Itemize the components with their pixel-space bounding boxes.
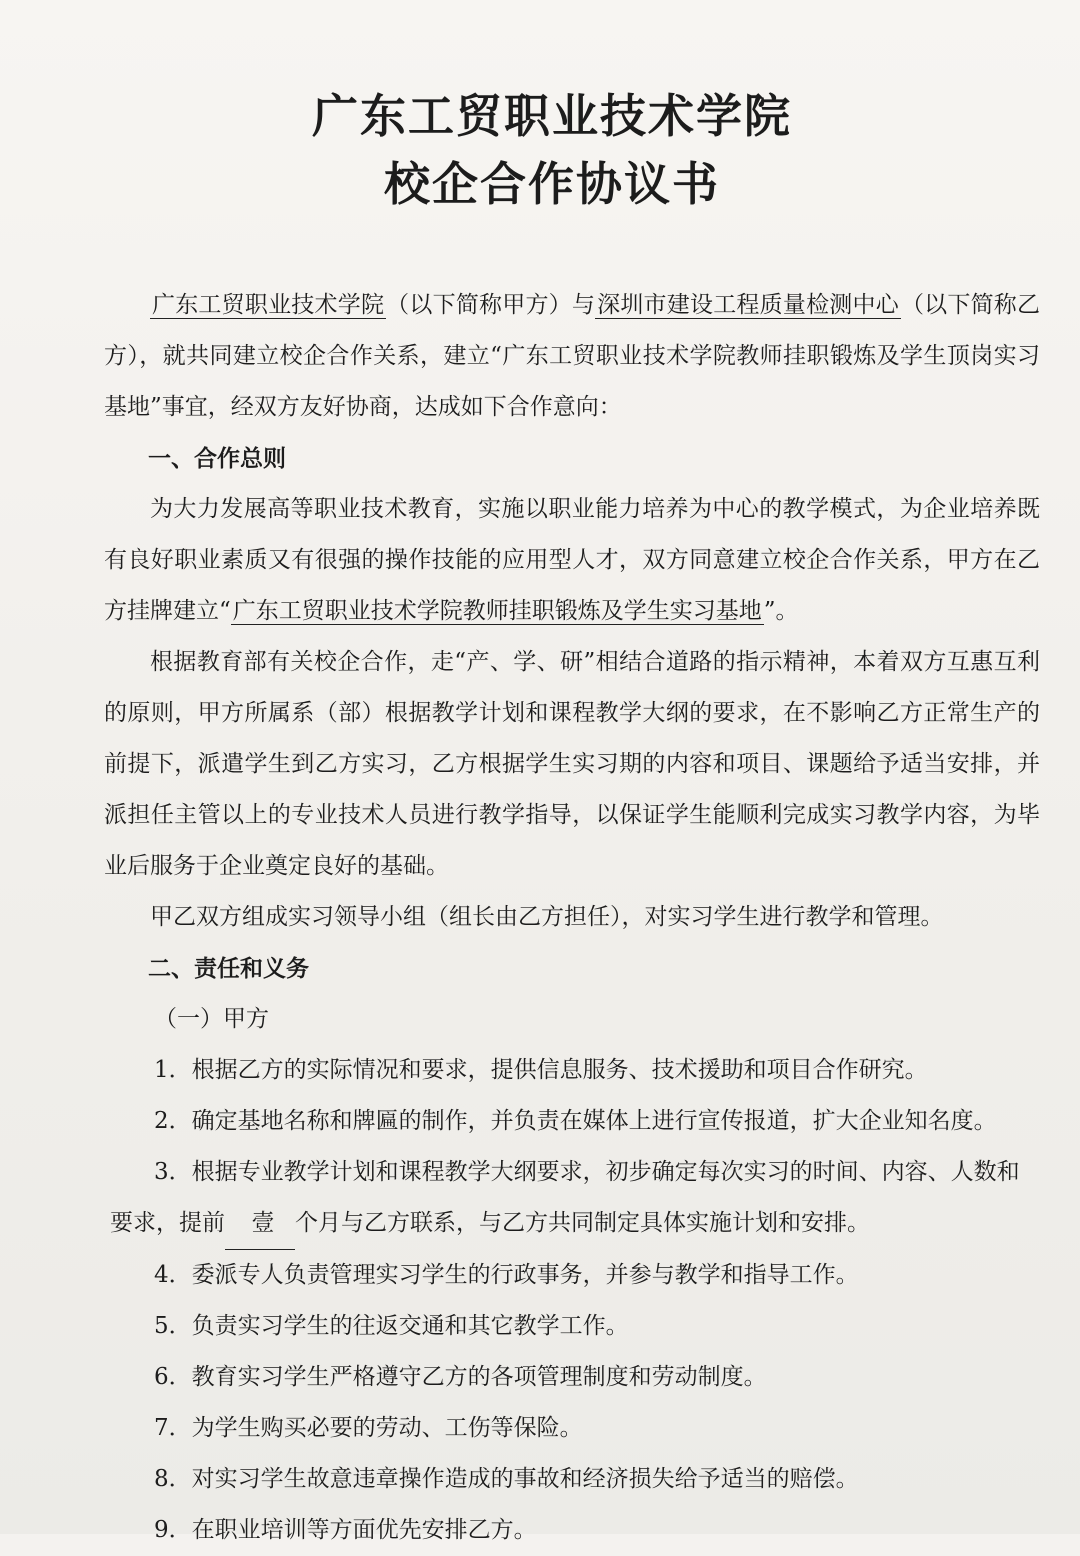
list-item: 4．委派专人负责管理实习学生的行政事务，并参与教学和指导工作。: [154, 1262, 859, 1288]
list-item: 7．为学生购买必要的劳动、工伤等保险。: [154, 1415, 583, 1441]
intro-paragraph: [104, 280, 1040, 433]
list-item-3-line2: [104, 1198, 1040, 1250]
section1-para2: 根据教育部有关校企合作，走“产、学、研”相结合道路的指示精神，本着双方互惠互利的原则，甲方所属系（部）根据教学计划和课程教学大纲的要求，在不影响乙方正常生产的前提下，派遣学生到乙方实习，乙方根据学生实习期的内容和项目、课题给予适当安排，并派担任主管以上的专业技术人员进行教学指导，以保证学生能顺利完成实习教学内容，为毕业后服务于企业奠定良好的基础。: [104, 649, 1040, 879]
list-item: 2．确定基地名称和牌匾的制作，并负责在媒体上进行宣传报道，扩大企业知名度。: [154, 1108, 997, 1134]
list-item: 1．根据乙方的实际情况和要求，提供信息服务、技术援助和项目合作研究。: [154, 1057, 928, 1083]
advance-months-blank: 壹: [225, 1198, 295, 1250]
document-title-line1: 广东工贸职业技术学院: [312, 89, 792, 143]
party-a-name: 广东工贸职业技术学院: [152, 292, 385, 318]
section1-para3: 甲乙双方组成实习领导小组（组长由乙方担任），对实习学生进行教学和管理。: [150, 904, 944, 930]
section2-heading: 二、责任和义务: [148, 955, 309, 982]
document-title-line2: 校企合作协议书: [384, 157, 720, 211]
list-item: 9．在职业培训等方面优先安排乙方。: [154, 1517, 537, 1543]
item3-post: 个月与乙方联系，与乙方共同制定具体实施计划和安排。: [295, 1210, 870, 1236]
section1-para1-post: ”。: [763, 598, 799, 624]
section2-sub-a: （一）甲方: [154, 1006, 269, 1032]
list-item: 6．教育实习学生严格遵守乙方的各项管理制度和劳动制度。: [154, 1364, 767, 1390]
section1-para1-pre: 为大力发展高等职业技术教育，实施以职业能力培养为中心的教学模式，为企业培养既有良好职业素质又有很强的操作技能的应用型人才，双方同意建立校企合作关系，甲方在乙方挂牌建立“: [104, 496, 1040, 624]
list-item-3-line1: 3．根据专业教学计划和课程教学大纲要求，初步确定每次实习的时间、内容、人数和: [154, 1159, 1020, 1185]
section1-para1: [104, 484, 1040, 637]
base-name-underlined: 广东工贸职业技术学院教师挂职锻炼及学生实习基地: [232, 598, 762, 624]
list-item: 5．负责实习学生的往返交通和其它教学工作。: [154, 1313, 629, 1339]
document-body: [104, 280, 1040, 1556]
intro-text-a: （以下简称甲方）与: [386, 292, 596, 318]
intro-text-b: （以下简称乙方），就共同建立校企合作关系，建立“广东工贸职业技术学院教师挂职锻炼及学生顶岗实习基地”事宜，经双方友好协商，达成如下合作意向：: [104, 292, 1041, 420]
item3-pre: 要求，提前: [110, 1210, 225, 1236]
section1-heading: 一、合作总则: [148, 445, 286, 472]
list-item: 8．对实习学生故意违章操作造成的事故和经济损失给予适当的赔偿。: [154, 1466, 859, 1492]
party-b-name: 深圳市建设工程质量检测中心: [597, 292, 899, 318]
